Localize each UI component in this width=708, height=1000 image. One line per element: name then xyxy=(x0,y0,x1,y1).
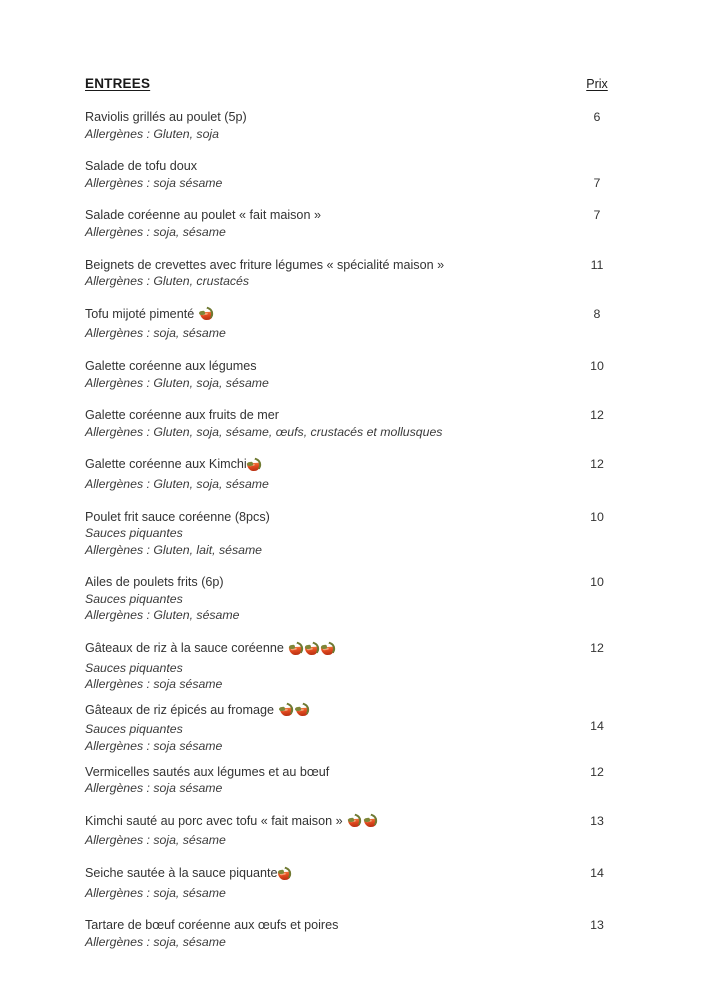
price-column-header: Prix xyxy=(586,77,608,91)
menu-item-price: 12 xyxy=(590,457,604,472)
menu-item-price: 11 xyxy=(590,257,604,272)
menu-item-allergens: Allergènes : soja, sésame xyxy=(85,833,226,848)
menu-item-price: 10 xyxy=(590,509,604,524)
chili-pepper-icon xyxy=(348,815,363,828)
menu-item-name-text: Poulet frit sauce coréenne (8pcs) xyxy=(85,509,270,524)
chili-pepper-icon xyxy=(279,704,294,717)
menu-item-name-text: Galette coréenne aux Kimchi xyxy=(85,457,247,472)
spice-level-indicator xyxy=(289,642,336,660)
spice-level-indicator xyxy=(199,308,214,326)
menu-item-price: 12 xyxy=(590,641,604,656)
menu-item-price: 10 xyxy=(590,575,604,590)
menu-item xyxy=(85,764,620,797)
spice-level-indicator xyxy=(278,867,293,885)
menu-item-name-text: Salade coréenne au poulet « fait maison » xyxy=(85,208,321,223)
menu-item-allergens: Allergènes : Gluten, soja, sésame, œufs, crustacés et mollusques xyxy=(85,424,443,439)
menu-item-text xyxy=(85,207,321,240)
menu-item-price: 13 xyxy=(590,813,604,828)
chili-pepper-icon xyxy=(278,867,293,880)
menu-item-text xyxy=(85,109,247,142)
spice-level-indicator xyxy=(348,815,379,833)
menu-item-name xyxy=(85,764,329,781)
menu-item-name xyxy=(85,456,269,476)
menu-item-name xyxy=(85,207,321,224)
menu-item-text xyxy=(85,574,239,624)
menu-item-name-text: Tartare de bœuf coréenne aux œufs et poires xyxy=(85,918,339,933)
menu-item-list xyxy=(85,109,620,950)
menu-item xyxy=(85,702,620,755)
menu-item-name xyxy=(85,813,379,833)
menu-item xyxy=(85,207,620,240)
menu-item xyxy=(85,257,620,290)
menu-item-sauces: Sauces piquantes xyxy=(85,660,183,675)
menu-item-allergens: Allergènes : soja sésame xyxy=(85,739,223,754)
menu-item-text xyxy=(85,456,269,492)
menu-item-sauces: Sauces piquantes xyxy=(85,722,183,737)
menu-item-price: 12 xyxy=(590,408,604,423)
chili-pepper-icon xyxy=(199,308,214,321)
menu-item-text xyxy=(85,509,270,559)
menu-item-text xyxy=(85,158,222,191)
menu-item-name xyxy=(85,158,222,175)
spice-level-indicator xyxy=(279,704,310,722)
menu-item-name-text: Tofu mijoté pimenté xyxy=(85,306,195,321)
menu-item-allergens: Allergènes : Gluten, soja, sésame xyxy=(85,375,269,390)
menu-item-name-text: Kimchi sauté au porc avec tofu « fait maison » xyxy=(85,813,343,828)
menu-item-allergens: Allergènes : Gluten, crustacés xyxy=(85,274,250,289)
menu-item xyxy=(85,109,620,142)
menu-item-name-text: Salade de tofu doux xyxy=(85,159,198,174)
menu-item xyxy=(85,509,620,559)
menu-header-row xyxy=(85,76,620,98)
menu-item-name-text: Raviolis grillés au poulet (5p) xyxy=(85,110,247,124)
menu-item-text xyxy=(85,917,338,950)
menu-item-allergens: Allergènes : soja, sésame xyxy=(85,224,226,239)
page-title: ENTREES xyxy=(85,76,151,91)
menu-item-name xyxy=(85,865,293,885)
menu-item-price: 7 xyxy=(593,208,601,223)
menu-item-price: 14 xyxy=(590,719,604,734)
chili-pepper-icon xyxy=(305,642,320,655)
menu-item-name-text: Galette coréenne aux légumes xyxy=(85,358,257,373)
menu-item xyxy=(85,640,620,693)
menu-item-allergens: Allergènes : Gluten, soja xyxy=(85,126,219,141)
menu-item xyxy=(85,456,620,492)
menu-item xyxy=(85,917,620,950)
menu-item-price: 13 xyxy=(590,918,604,933)
menu-item-name xyxy=(85,407,442,424)
menu-item-name xyxy=(85,640,336,660)
menu-item xyxy=(85,358,620,391)
menu-item-name xyxy=(85,257,444,274)
menu-item-text xyxy=(85,257,444,290)
menu-item xyxy=(85,407,620,440)
menu-item-name-text: Galette coréenne aux fruits de mer xyxy=(85,408,279,423)
menu-item-text xyxy=(85,640,336,693)
menu-item-price: 12 xyxy=(590,764,604,779)
menu-item-name-text: Gâteaux de riz épicés au fromage xyxy=(85,702,275,717)
menu-item-name-text: Ailes de poulets frits (6p) xyxy=(85,575,224,590)
menu-item-name xyxy=(85,509,270,526)
menu-item-sauces: Sauces piquantes xyxy=(85,526,183,541)
menu-item-sauces: Sauces piquantes xyxy=(85,591,183,606)
menu-item-text xyxy=(85,306,226,342)
menu-item-price: 8 xyxy=(593,306,601,321)
menu-item-text xyxy=(85,813,379,849)
menu-item-price: 14 xyxy=(590,866,604,880)
menu-item-text xyxy=(85,764,329,797)
menu-item xyxy=(85,813,620,849)
menu-item-text xyxy=(85,407,442,440)
menu-item-allergens: Allergènes : Gluten, soja, sésame xyxy=(85,476,269,491)
menu-item-name-text: Vermicelles sautés aux légumes et au bœuf xyxy=(85,764,330,779)
menu-item-allergens: Allergènes : Gluten, lait, sésame xyxy=(85,542,263,557)
menu-item-name-text: Beignets de crevettes avec friture légumes « spécialité maison » xyxy=(85,257,445,272)
menu-item-text xyxy=(85,865,293,901)
menu-item-name xyxy=(85,917,338,934)
menu-item-price: 7 xyxy=(593,175,601,190)
menu-item-allergens: Allergènes : soja, sésame xyxy=(85,885,226,900)
menu-item-name xyxy=(85,358,269,375)
menu-item xyxy=(85,574,620,624)
menu-item-name xyxy=(85,574,239,591)
chili-pepper-icon xyxy=(295,704,310,717)
chili-pepper-icon xyxy=(321,642,336,655)
menu-item-name-text: Gâteaux de riz à la sauce coréenne xyxy=(85,641,284,656)
menu-item-allergens: Allergènes : soja sésame xyxy=(85,175,223,190)
chili-pepper-icon xyxy=(364,815,379,828)
menu-item xyxy=(85,865,620,901)
spice-level-indicator xyxy=(247,458,262,476)
chili-pepper-icon xyxy=(247,458,262,471)
menu-item xyxy=(85,158,620,191)
menu-item-name xyxy=(85,306,226,326)
menu-item-allergens: Allergènes : soja sésame xyxy=(85,781,223,796)
menu-item-allergens: Allergènes : soja, sésame xyxy=(85,934,226,949)
menu-item-name xyxy=(85,702,310,722)
menu-item-allergens: Allergènes : soja sésame xyxy=(85,677,223,692)
menu-item-text xyxy=(85,702,310,755)
chili-pepper-icon xyxy=(289,642,304,655)
menu-item-price: 6 xyxy=(593,110,601,124)
menu-item xyxy=(85,306,620,342)
menu-item-text xyxy=(85,358,269,391)
menu-item-name xyxy=(85,109,247,126)
menu-sheet xyxy=(85,76,620,950)
menu-item-name-text: Seiche sautée à la sauce piquante xyxy=(85,866,278,880)
menu-item-allergens: Allergènes : soja, sésame xyxy=(85,326,226,341)
menu-item-price: 10 xyxy=(590,358,604,373)
menu-item-allergens: Allergènes : Gluten, sésame xyxy=(85,608,240,623)
